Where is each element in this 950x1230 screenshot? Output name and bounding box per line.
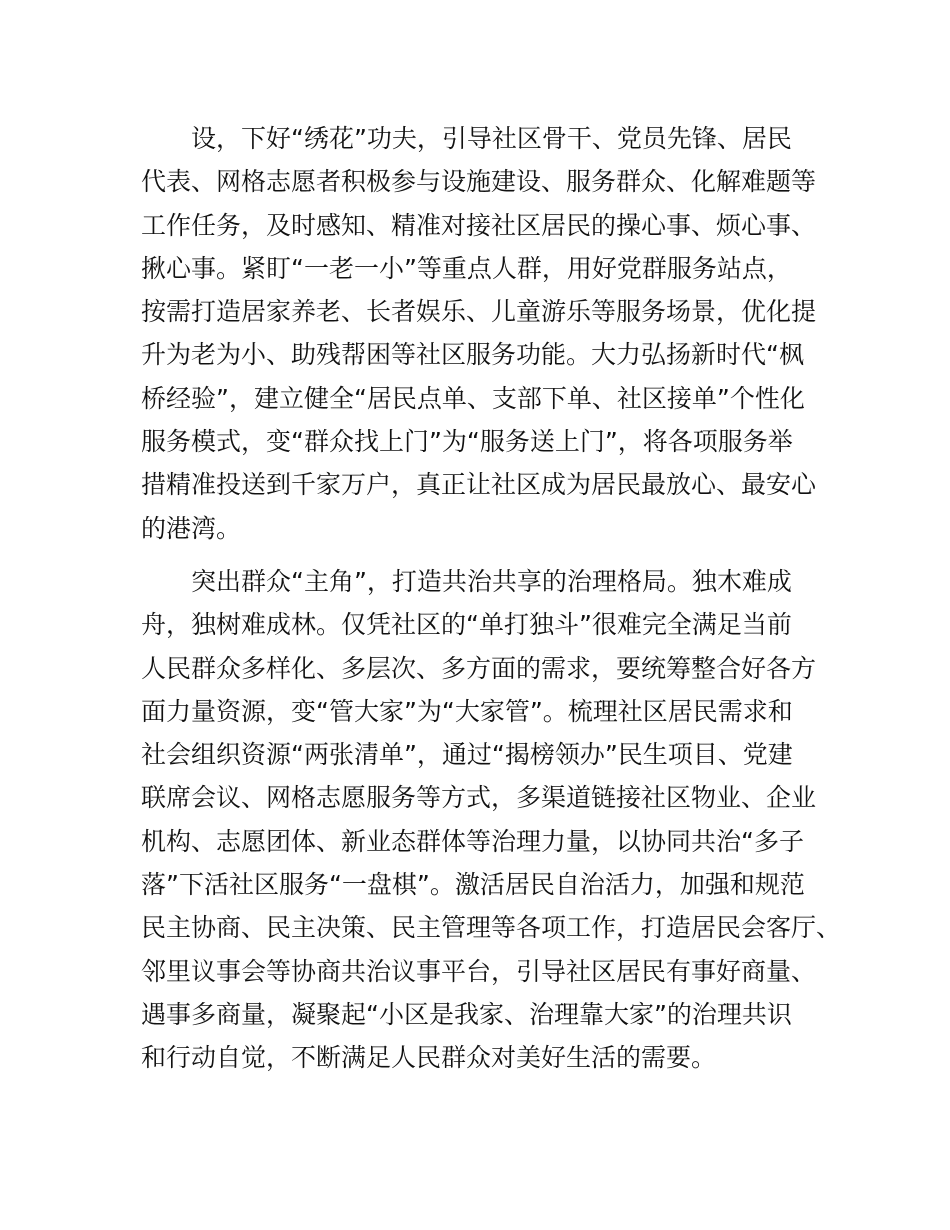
paragraph-line: 的港湾。 bbox=[141, 513, 242, 543]
paragraph-line: 工作任务，及时感知、精准对接社区居民的操心事、烦心事、 bbox=[141, 210, 817, 240]
paragraph-line: 措精准投送到千家万户，真正让社区成为居民最放心、最安心 bbox=[141, 470, 817, 500]
paragraph-line: 邻里议事会等协商共治议事平台，引导社区居民有事好商量、 bbox=[141, 956, 817, 986]
paragraph-line: 舟，独树难成林。仅凭社区的“单打独斗”很难完全满足当前 bbox=[141, 610, 792, 640]
paragraph-line: 升为老为小、助残帮困等社区服务功能。大力弘扬新时代“枫 bbox=[141, 340, 804, 370]
paragraph-line: 揪心事。紧盯“一老一小”等重点人群，用好党群服务站点， bbox=[141, 253, 792, 283]
paragraph-2 bbox=[141, 560, 842, 1080]
paragraph-line: 机构、志愿团体、新业态群体等治理力量，以协同共治“多子 bbox=[141, 826, 804, 856]
paragraph-line: 联席会议、网格志愿服务等方式，多渠道链接社区物业、企业 bbox=[141, 783, 817, 813]
paragraph-line: 遇事多商量，凝聚起“小区是我家、治理靠大家”的治理共识 bbox=[141, 999, 792, 1029]
paragraph-line: 代表、网格志愿者积极参与设施建设、服务群众、化解难题等 bbox=[141, 167, 817, 197]
paragraph-line: 设，下好“绣花”功夫，引导社区骨干、党员先锋、居民 bbox=[191, 124, 792, 153]
paragraph-line: 和行动自觉，不断满足人民群众对美好生活的需要。 bbox=[141, 1043, 717, 1073]
paragraph-line: 人民群众多样化、多层次、多方面的需求，要统筹整合好各方 bbox=[141, 653, 817, 683]
paragraph-line: 落”下活社区服务“一盘棋”。激活居民自治活力，加强和规范 bbox=[141, 870, 805, 900]
paragraph-1 bbox=[141, 117, 831, 550]
paragraph-line: 面力量资源，变“管大家”为“大家管”。梳理社区居民需求和 bbox=[141, 696, 793, 726]
paragraph-line: 服务模式，变“群众找上门”为“服务送上门”，将各项服务举 bbox=[141, 427, 793, 457]
paragraph-line: 社会组织资源“两张清单”，通过“揭榜领办”民生项目、党建 bbox=[141, 740, 793, 770]
paragraph-line: 民主协商、民主决策、民主管理等各项工作，打造居民会客厅、 bbox=[141, 913, 842, 943]
paragraph-line: 按需打造居家养老、长者娱乐、儿童游乐等服务场景，优化提 bbox=[141, 297, 817, 327]
paragraph-line: 桥经验”，建立健全“居民点单、支部下单、社区接单”个性化 bbox=[141, 383, 805, 413]
paragraph-line: 突出群众“主角”，打造共治共享的治理格局。独木难成 bbox=[191, 567, 792, 596]
